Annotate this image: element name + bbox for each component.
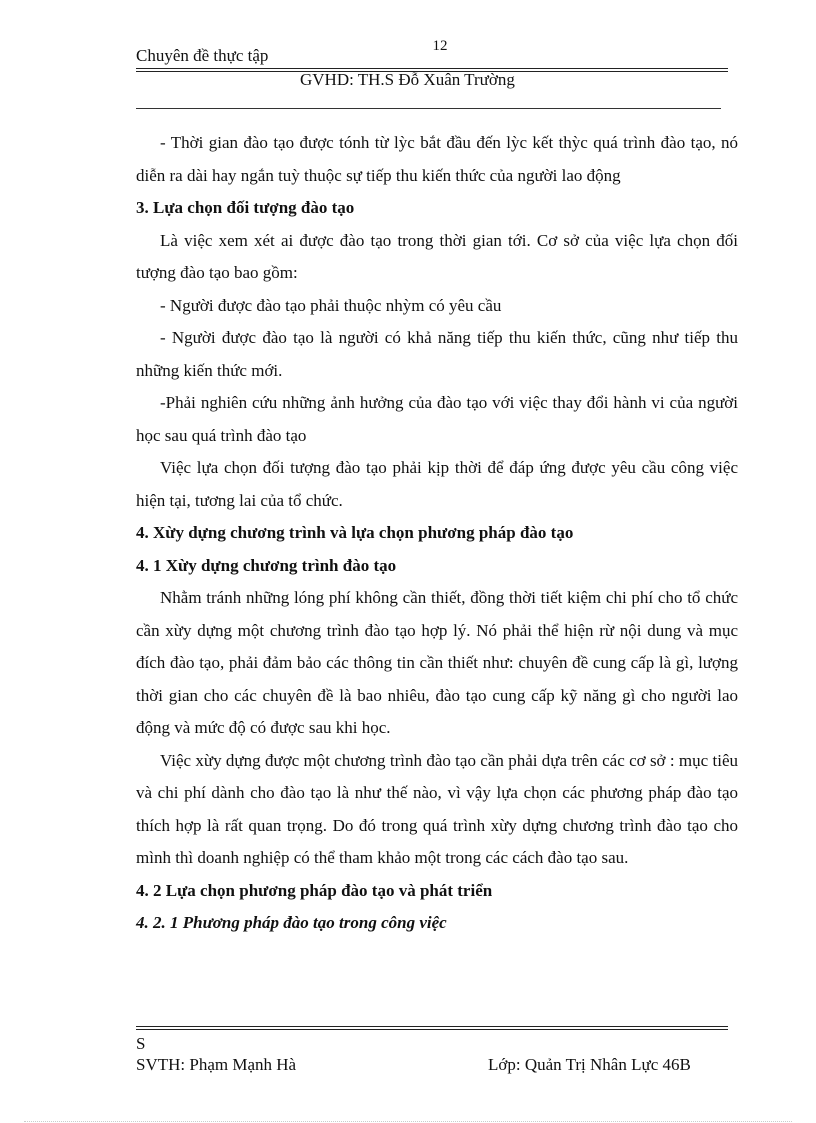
footer-rule-top: [136, 1026, 728, 1027]
paragraph: Nhằm tránh những lóng phí không cần thiết, đồng thời tiết kiệm chi phí cho tổ chức cần xừy dựng một chương trình đào tạo hợp lý. Nó phải thể hiện rừ nội dung và mục đích đào tạo, phải đảm bảo các thông tin cần thiết như: chuyên đề cung cấp là gì, lượng thời gian cho các chuyên đề là bao nhiêu, đào tạo cung cấp kỹ năng gì cho người lao động và mức độ có được sau khi học.: [136, 588, 738, 737]
paragraph: - Người được đào tạo là người có khả năng tiếp thu kiến thức, cũng như tiếp thu những kiến thức mới.: [136, 328, 738, 380]
footer-rule-bottom: [136, 1029, 728, 1030]
page-number: 12: [432, 38, 448, 54]
paragraph: Việc xừy dựng được một chương trình đào tạo cần phải dựa trên các cơ sở : mục tiêu và chi phí dành cho đào tạo là như thế nào, vì vậy lựa chọn các phương pháp đào tạo thích hợp là rất quan trọng. Do đó trong quá trình xừy dựng chương trình đào tạo cho mình thì doanh nghiệp có thể tham khảo một trong các cách đào tạo sau.: [136, 750, 738, 867]
header-underline: [136, 108, 721, 109]
section-heading: 3. Lựa chọn đối tượng đào tạo: [136, 198, 355, 217]
header-rule-top: [136, 68, 728, 69]
section-heading: 4. 2 Lựa chọn phương pháp đào tạo và phát triển: [136, 880, 493, 900]
paragraph: - Thời gian đào tạo được tónh từ lỳc bắt đầu đến lỳc kết thỳc quá trình đào tạo, nó diễn ra dài hay ngắn tuỳ thuộc sự tiếp thu kiến thức của người lao động: [136, 133, 738, 185]
header-title: Chuyên đề thực tập: [136, 46, 269, 65]
footer-class: Lớp: Quản Trị Nhân Lực 46B: [488, 1055, 691, 1074]
section-heading: 4. 2. 1 Phương pháp đào tạo trong công việc: [136, 913, 447, 932]
page-edge-dotted: [24, 1121, 792, 1122]
paragraph: Là việc xem xét ai được đào tạo trong thời gian tới. Cơ sở của việc lựa chọn đối tượng đào tạo bao gồm:: [136, 230, 738, 282]
paragraph: -Phải nghiên cứu những ảnh hưởng của đào tạo với việc thay đổi hành vi của người học sau quá trình đào tạo: [136, 393, 738, 445]
footer-mark: S: [136, 1034, 146, 1053]
document-body: [136, 127, 738, 940]
paragraph: - Người được đào tạo phải thuộc nhỳm có yêu cầu: [160, 295, 502, 315]
header-advisor: GVHD: TH.S Đỗ Xuân Trường: [300, 70, 515, 89]
footer-student: SVTH: Phạm Mạnh Hà: [136, 1055, 297, 1074]
paragraph: Việc lựa chọn đối tượng đào tạo phải kịp thời để đáp ứng được yêu cầu công việc hiện tại, tương lai của tổ chức.: [136, 458, 738, 510]
section-heading: 4. Xừy dựng chương trình và lựa chọn phương pháp đào tạo: [136, 523, 574, 542]
section-heading: 4. 1 Xừy dựng chương trình đào tạo: [136, 555, 397, 575]
